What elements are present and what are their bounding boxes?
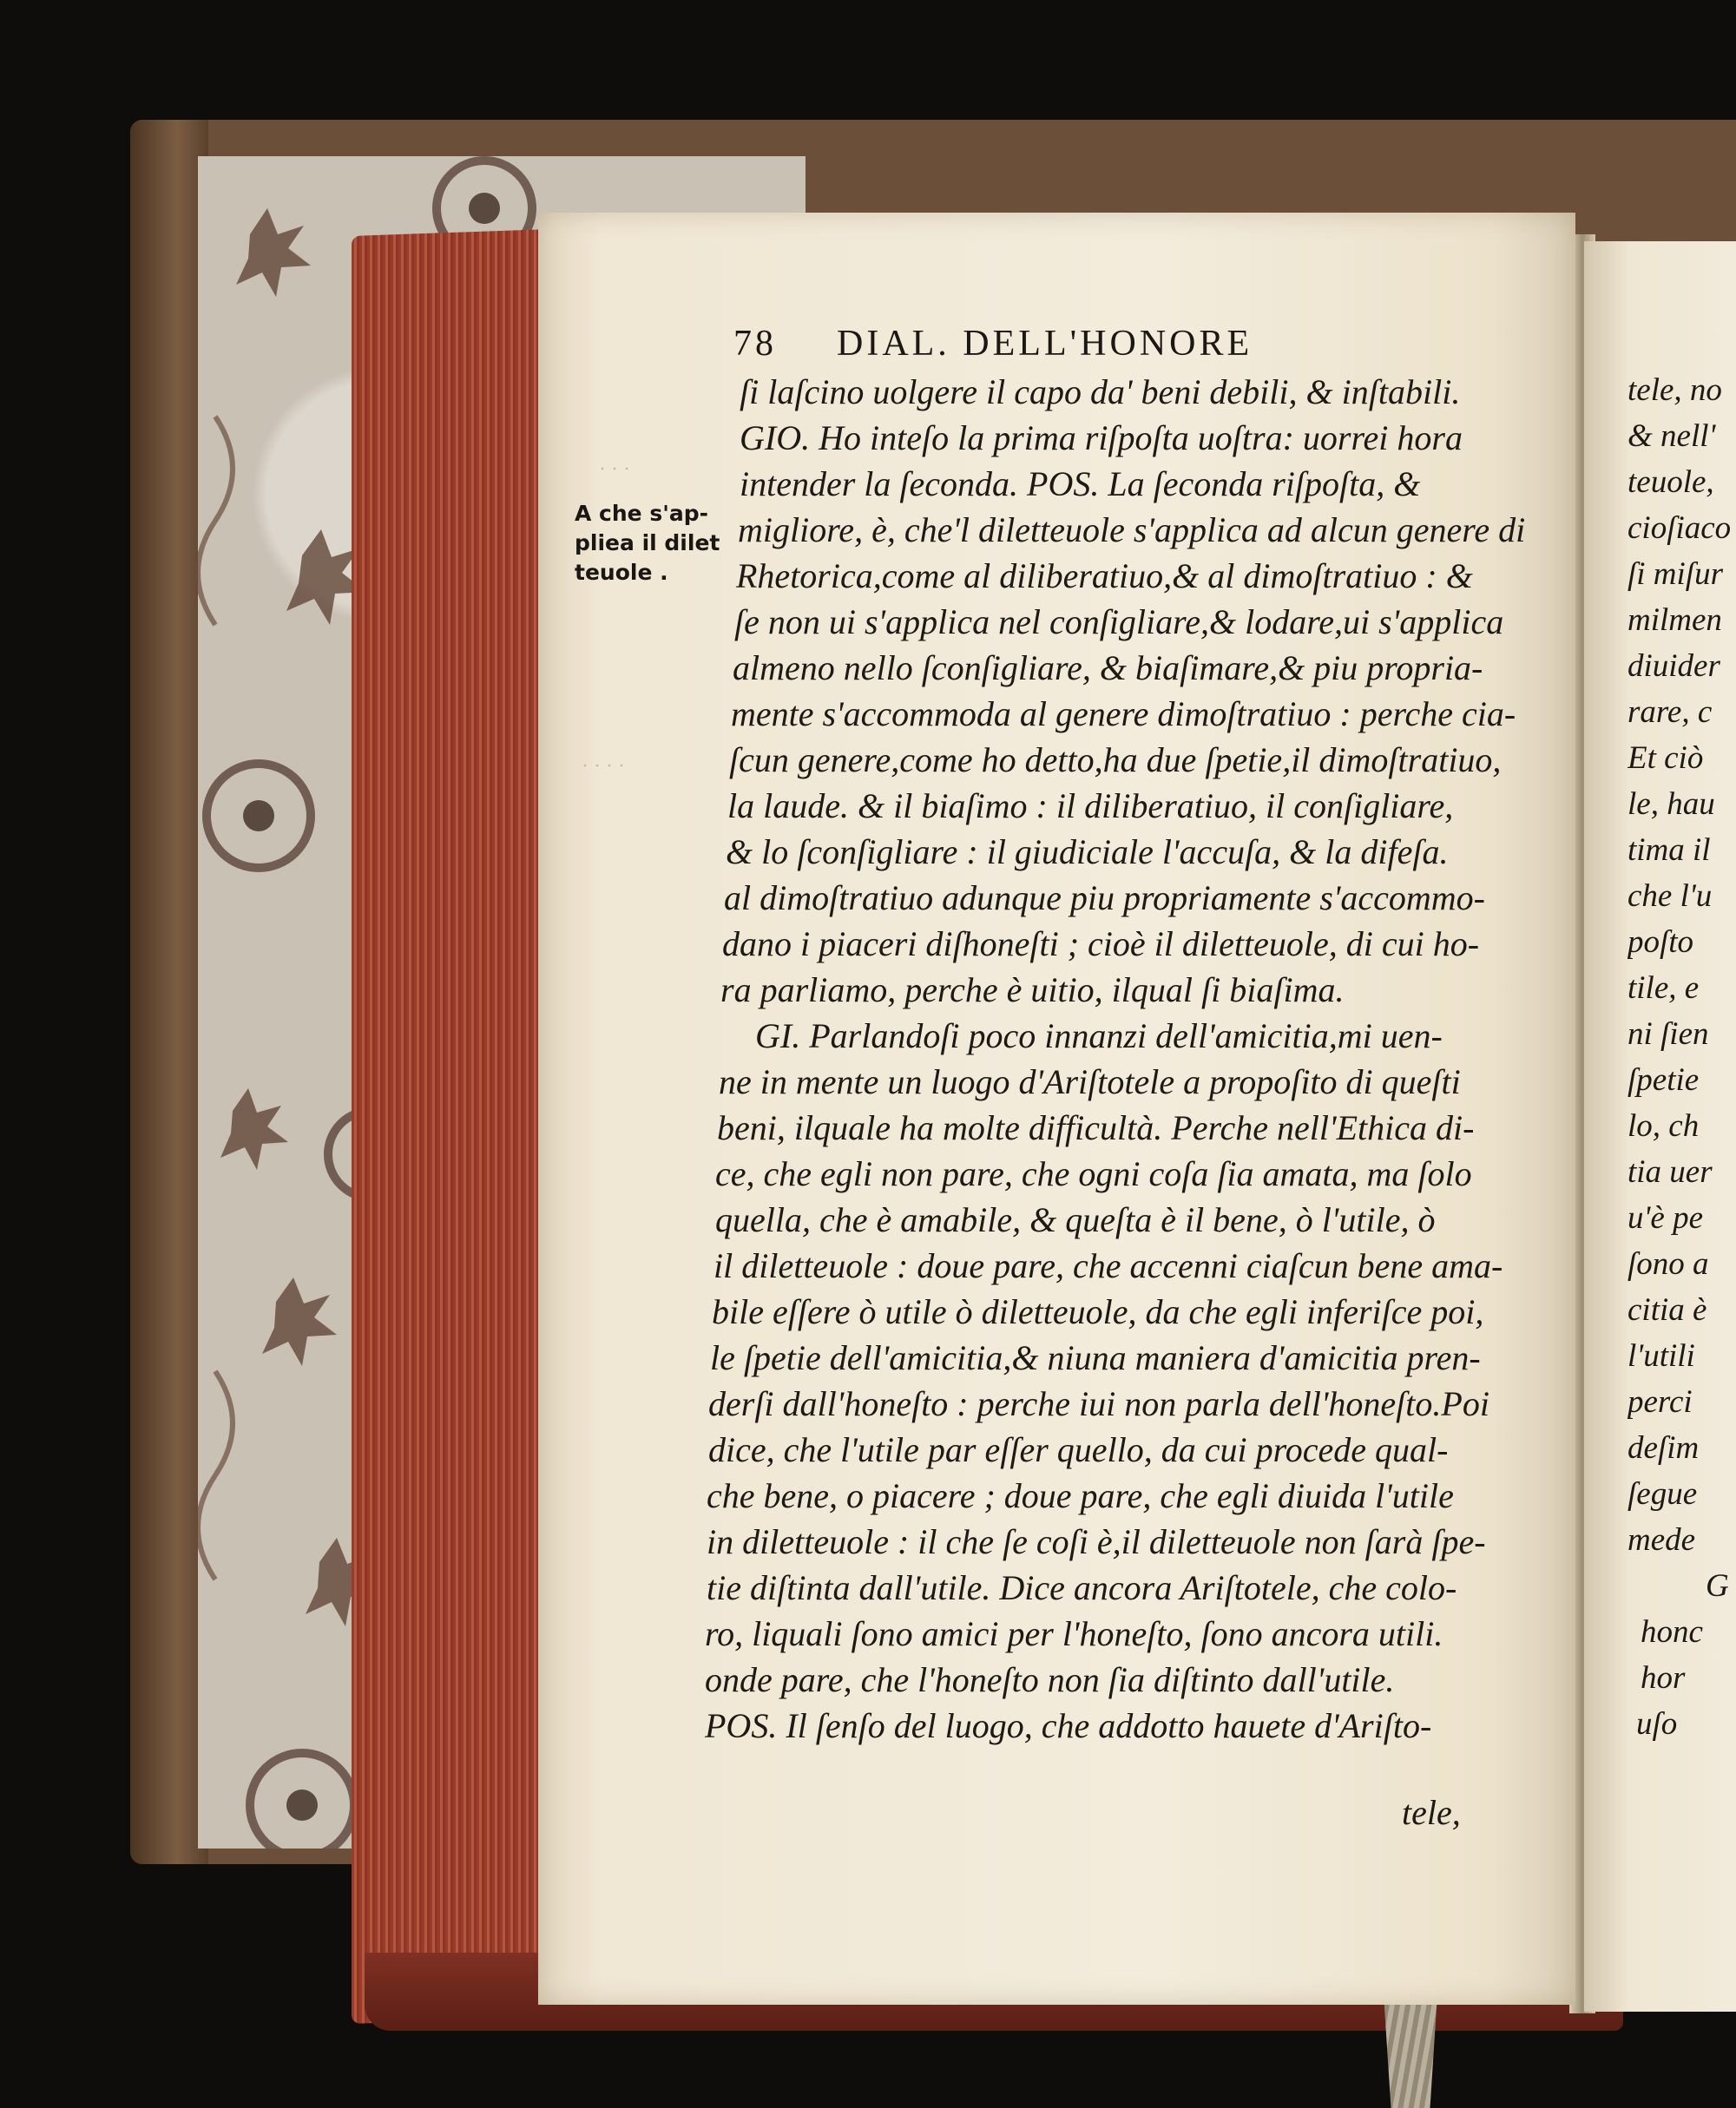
facing-text-line: ſi miſur xyxy=(1628,556,1723,592)
facing-text-line: che l'u xyxy=(1628,878,1713,914)
facing-text-line: tima il xyxy=(1628,832,1711,868)
text-line: intender la ſeconda. POS. La ſeconda riſpoſta, & xyxy=(740,464,1421,503)
text-line: GI. Parlandoſi poco innanzi dell'amicitia,mi uen- xyxy=(755,1016,1443,1055)
facing-text-line: citia è xyxy=(1628,1292,1707,1328)
facing-text-line: rare, c xyxy=(1628,694,1713,730)
text-line: mente s'accommoda al genere dimoſtratiuo : perche cia- xyxy=(731,694,1516,733)
text-line: in diletteuole : il che ſe coſi è,il diletteuole non ſarà ſpe- xyxy=(707,1522,1486,1561)
facing-text-line: uſo xyxy=(1636,1706,1678,1742)
text-line: derſi dall'honeſto : perche iui non parla dell'honeſto.Poi xyxy=(708,1384,1489,1423)
text-line: ra parliamo, perche è uitio, ilqual ſi biaſima. xyxy=(720,970,1345,1009)
text-line: bile eſſere ò utile ò diletteuole, da che egli inferiſce poi, xyxy=(712,1292,1484,1331)
facing-text-line: cioſiaco xyxy=(1628,510,1732,546)
marginal-note-line: A che s'ap- xyxy=(575,501,709,526)
facing-text-line: deſim xyxy=(1628,1430,1700,1466)
text-line: GIO. Ho inteſo la prima riſpoſta uoſtra: uorrei hora xyxy=(740,418,1463,457)
facing-text-line: ni ſien xyxy=(1628,1016,1709,1052)
facing-text-line: perci xyxy=(1628,1384,1693,1420)
facing-text-line: diuider xyxy=(1628,648,1720,684)
facing-text-line: l'utili xyxy=(1628,1338,1695,1374)
text-line: al dimoſtratiuo adunque piu propriamente s'accommo- xyxy=(724,878,1485,917)
facing-text-line: & nell' xyxy=(1628,418,1716,454)
facing-text-line: milmen xyxy=(1628,602,1722,638)
text-line: tie diſtinta dall'utile. Dice ancora Ariſtotele, che colo- xyxy=(707,1568,1457,1607)
running-head xyxy=(733,323,1253,364)
facing-text-line: G xyxy=(1706,1568,1729,1604)
text-line: beni, ilquale ha molte difficultà. Perche nell'Ethica di- xyxy=(717,1108,1475,1147)
text-line: le ſpetie dell'amicitia,& niuna maniera d'amicitia pren- xyxy=(710,1338,1481,1377)
show-through-text: · · · xyxy=(599,458,630,481)
marginal-note xyxy=(575,499,748,588)
text-line: il diletteuole : doue pare, che accenni ciaſcun bene ama- xyxy=(713,1246,1503,1285)
facing-text-line: hor xyxy=(1641,1660,1686,1696)
page-edges xyxy=(352,229,547,2024)
book-spine-edge xyxy=(130,120,208,1864)
text-line: ro, liquali ſono amici per l'honeſto, ſono ancora utili. xyxy=(705,1614,1443,1653)
text-line: che bene, o piacere ; doue pare, che egli diuida l'utile xyxy=(707,1476,1454,1515)
text-line: ſcun genere,come ho detto,ha due ſpetie,il dimoſtratiuo, xyxy=(729,740,1502,779)
facing-text-line: teuole, xyxy=(1628,464,1714,500)
facing-text-line: honc xyxy=(1641,1614,1703,1650)
text-line: Rhetorica,come al diliberatiuo,& al dimoſtratiuo : & xyxy=(736,556,1473,595)
text-line: almeno nello ſconſigliare, & biaſimare,& piu propria- xyxy=(733,648,1483,687)
facing-text-line: tele, no xyxy=(1628,372,1722,408)
page-number: 78 xyxy=(733,324,777,364)
text-line: onde pare, che l'honeſto non ſia diſtinto dall'utile. xyxy=(705,1660,1395,1699)
text-line: & lo ſconſigliare : il giudiciale l'accuſa, & la difeſa. xyxy=(726,832,1449,871)
facing-text-line: tia uer xyxy=(1628,1154,1713,1190)
marginal-note-line: pliea il dilet xyxy=(575,530,720,555)
text-line: migliore, è, che'l diletteuole s'applica ad alcun genere di xyxy=(738,510,1526,549)
marginal-note-line: teuole . xyxy=(575,560,668,585)
facing-text-line: mede xyxy=(1628,1522,1696,1558)
facing-text-line: lo, ch xyxy=(1628,1108,1700,1144)
text-line: dano i piaceri diſhoneſti ; cioè il diletteuole, di cui ho- xyxy=(722,924,1480,963)
text-line: POS. Il ſenſo del luogo, che addotto hauete d'Ariſto- xyxy=(705,1706,1432,1745)
text-line: quella, che è amabile, & queſta è il bene, ò l'utile, ò xyxy=(715,1200,1436,1239)
facing-text-line: tile, e xyxy=(1628,970,1700,1006)
text-line: la laude. & il biaſimo : il diliberatiuo, il conſigliare, xyxy=(727,786,1454,825)
facing-text-line: poſto xyxy=(1628,924,1694,960)
facing-text-line: u'è pe xyxy=(1628,1200,1704,1236)
facing-text-line: ſegue xyxy=(1628,1476,1698,1512)
text-line: dice, che l'utile par eſſer quello, da cui procede qual- xyxy=(708,1430,1449,1469)
catchword: tele, xyxy=(1402,1793,1461,1832)
text-line: ne in mente un luogo d'Ariſtotele a propoſito di queſti xyxy=(719,1062,1461,1101)
facing-text-line: Et ciò xyxy=(1628,740,1704,776)
text-line: ſe non ui s'applica nel conſigliare,& lodare,ui s'applica xyxy=(734,602,1504,641)
running-title: DIAL. DELL'HONORE xyxy=(837,324,1253,364)
facing-text-line: ſono a xyxy=(1628,1246,1709,1282)
show-through-text: · · · · xyxy=(582,755,625,778)
text-line: ce, che egli non pare, che ogni coſa ſia amata, ma ſolo xyxy=(715,1154,1472,1193)
facing-text-line: le, hau xyxy=(1628,786,1715,822)
text-line: ſi laſcino uolgere il capo da' beni debili, & inſtabili. xyxy=(740,372,1461,411)
facing-text-line: ſpetie xyxy=(1628,1062,1700,1098)
